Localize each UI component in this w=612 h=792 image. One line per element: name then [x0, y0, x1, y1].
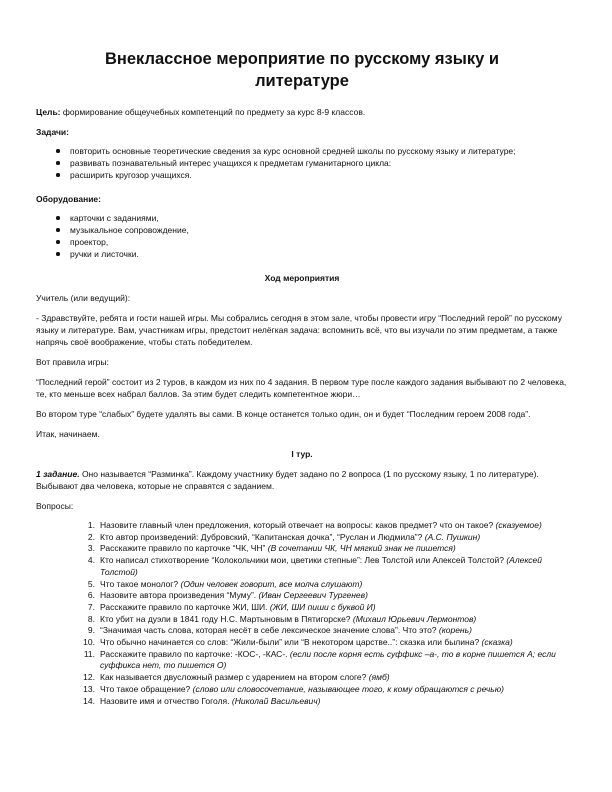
question-item	[36, 672, 568, 684]
question-item	[36, 649, 568, 672]
goal-label: Цель:	[36, 107, 61, 117]
goal-text: формирование общеучебных компетенций по предмету за курс 8-9 классов.	[62, 107, 366, 117]
question-text: Расскажите правило по карточке: -КОС-, -КАС-.	[100, 648, 288, 659]
paragraph: Вот правила игры:	[36, 357, 109, 367]
event-heading: Ход мероприятия	[264, 273, 340, 283]
question-answer: (А.С. Пушкин)	[424, 531, 481, 542]
question-answer: (корень)	[438, 625, 472, 636]
question-item	[36, 696, 568, 708]
question-text: Что такое монолог?	[100, 578, 179, 589]
question-number: 12.	[83, 672, 95, 683]
equipment-heading: Оборудование:	[36, 194, 101, 204]
question-answer: (сказуемое)	[495, 520, 542, 530]
question-answer: (Иван Сергеевич Тургенев)	[258, 590, 368, 601]
question-number: 6.	[87, 590, 95, 601]
tasks-heading: Задачи:	[36, 127, 69, 137]
question-answer: (Николай Васильевич)	[231, 695, 321, 706]
question-number: 14.	[83, 695, 95, 706]
list-item: карточки с заданиями,	[36, 212, 568, 224]
question-number: 3.	[87, 543, 95, 554]
question-number: 5.	[87, 578, 95, 589]
question-number: 9.	[87, 625, 95, 636]
question-answer: (В сочетании ЧК, ЧН мягкий знак не пишется)	[267, 543, 456, 554]
question-number: 13.	[83, 683, 95, 694]
question-item	[36, 614, 568, 626]
list-item: повторить основные теоретические сведения за курс основной средней школы по русскому языку и литературе;	[36, 145, 568, 157]
goal-paragraph	[36, 106, 568, 118]
question-number: 8.	[87, 613, 95, 624]
question-text: “Значимая часть слова, которая несёт в себе лексическое значение слова”. Что это?	[100, 625, 437, 636]
paragraph: Во втором туре “слабых” будете удалять вы сами. В конце останется только один, он и будет “Последним героем 2008 года”.	[36, 409, 531, 419]
round1-heading: I тур.	[291, 449, 313, 459]
question-number: 10.	[83, 637, 95, 648]
list-item: ручки и листочки.	[36, 248, 568, 260]
task1-paragraph	[36, 468, 568, 492]
question-item	[36, 543, 568, 555]
question-number: 2.	[87, 531, 95, 542]
question-number: 7.	[87, 601, 95, 612]
question-number: 4.	[87, 555, 95, 566]
question-text: Расскажите правило по карточке “ЧК, ЧН”	[100, 543, 266, 554]
question-number: 1.	[87, 520, 95, 530]
question-item	[36, 579, 568, 591]
question-item	[36, 637, 568, 649]
question-text: Кто убит на дуэли в 1841 году Н.С. Мартыновым в Пятигорске?	[100, 613, 351, 624]
question-answer: (слово или словосочетание, называющее того, к кому обращаются с речью)	[192, 683, 504, 694]
question-text: Что обычно начинается со слов: “Жили-были” или “В некотором царстве..”: сказка или былина?	[100, 637, 480, 648]
question-item	[36, 555, 568, 578]
question-answer: (если после корня есть суффикс –а-, то в корне пишется А; если суффикса нет, то пишется О)	[100, 648, 556, 671]
question-text: Кто автор произведений: Дубровский, “Капитанская дочка”, “Руслан и Людмила”?	[100, 531, 423, 542]
question-text: Назовите имя и отчество Гоголя.	[100, 695, 230, 706]
list-item: проектор,	[36, 236, 568, 248]
question-item	[36, 602, 568, 614]
tasks-list	[36, 145, 568, 181]
question-text: Кто написал стихотворение “Колокольчики мои, цветики степные”: Лев Толстой или Алексей Толстой?	[100, 555, 504, 566]
questions-label: Вопросы:	[36, 501, 74, 511]
question-item	[36, 625, 568, 637]
equipment-list	[36, 212, 568, 260]
question-answer: (сказка)	[481, 637, 513, 648]
task1-text: Оно называется “Разминка”. Каждому участнику будет задано по 2 вопроса (1 по русскому языку, 1 по литературе). Выбывают два человека, которые не справятся с заданием.	[36, 469, 539, 491]
question-answer: (Один человек говорит, все молча слушают)	[180, 578, 363, 589]
question-number: 11.	[83, 648, 95, 659]
paragraph: Итак, начинаем.	[36, 429, 100, 439]
list-item: развивать познавательный интерес учащихся к предметам гуманитарного цикла:	[36, 157, 568, 169]
question-text: Назовите автора произведения “Муму”.	[100, 590, 257, 601]
question-answer: (Алексей Толстой)	[100, 555, 542, 577]
paragraph: “Последний герой” состоит из 2 туров, в каждом из них по 4 задания. В первом туре после каждого задания выбывают по 2 человека, те, кто меньше всех набрал баллов. За этим будет следить компетентное жюри…	[36, 377, 567, 399]
task1-label: 1 задание.	[36, 469, 80, 479]
question-item	[36, 684, 568, 696]
question-item	[36, 520, 568, 532]
question-text: Как называется двусложный размер с ударением на втором слоге?	[100, 672, 367, 683]
list-item: музыкальное сопровождение,	[36, 224, 568, 236]
question-item	[36, 532, 568, 544]
question-item	[36, 590, 568, 602]
list-item: расширить кругозор учащихся.	[36, 169, 568, 181]
paragraph: - Здравствуйте, ребята и гости нашей игры. Мы собрались сегодня в этом зале, чтобы провести игру “Последний герой” по русскому языку и литературе. Вам, участникам игры, предстоит нелёгкая задача: вспомнить всё, что вы изучали по этим предметам, а также напрячь своё воображение, чтобы стать победителем.	[36, 313, 562, 347]
question-text: Назовите главный член предложения, который отвечает на вопросы: каков предмет? что он такое?	[100, 520, 494, 530]
question-answer: (ямб)	[368, 672, 390, 683]
question-answer: (ЖИ, ШИ пиши с буквой И)	[269, 601, 376, 612]
question-text: Расскажите правило по карточке ЖИ, ШИ.	[100, 601, 268, 612]
paragraph: Учитель (или ведущий):	[36, 293, 131, 303]
question-text: Что такое обращение?	[100, 683, 191, 694]
page-title: Внеклассное мероприятие по русскому языку и литературе	[104, 50, 500, 90]
questions-list	[36, 520, 568, 707]
question-answer: (Михаил Юрьевич Лермонтов)	[352, 613, 477, 624]
